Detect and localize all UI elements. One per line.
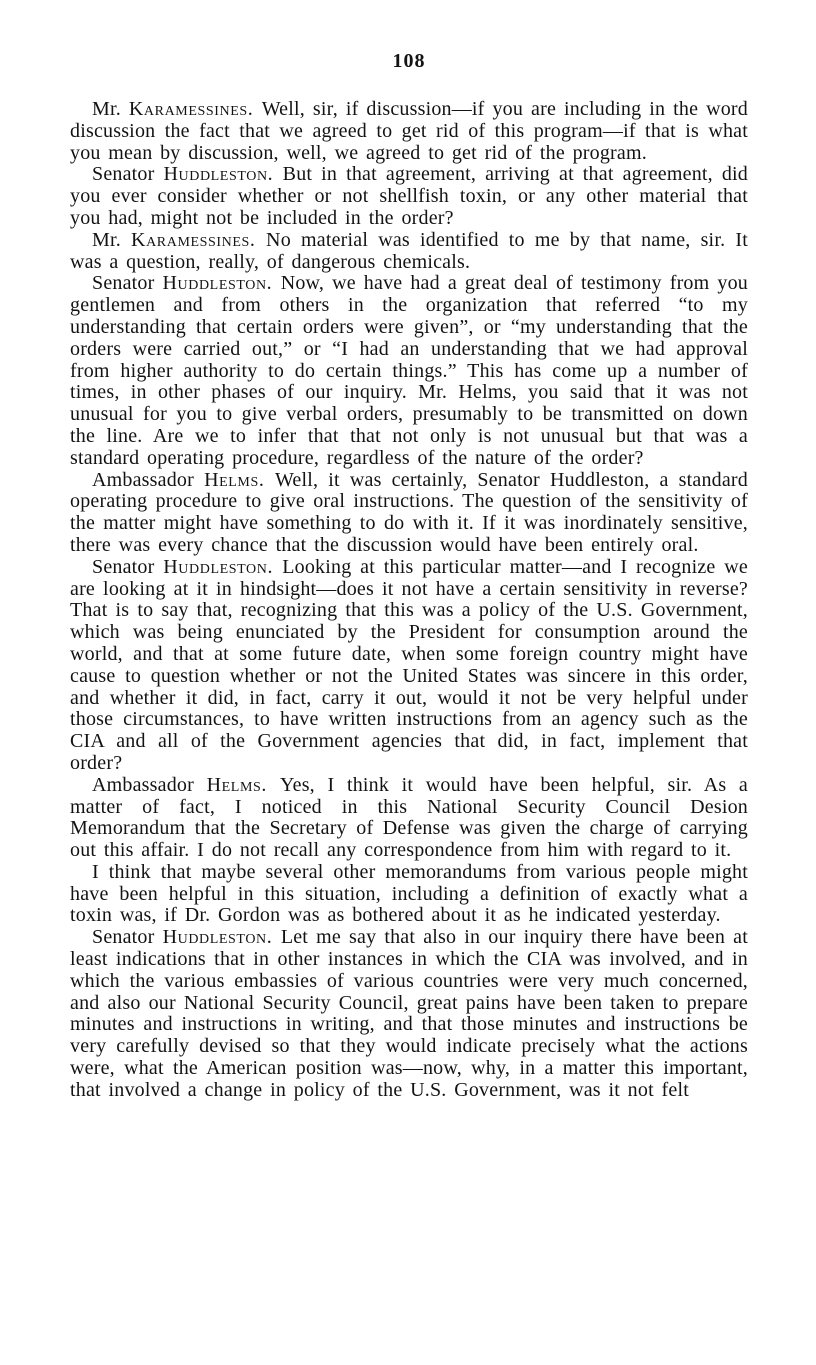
speaker-name: Helms. (206, 773, 280, 796)
paragraph-text: Well, it was certainly, Senator Huddleston, a standard operating procedure to give oral instructions. The question of the sensitivity of the matter might have something to do with it. If it was inordinately sensitive, there was every chance that the discussion would have been entirely oral. (70, 468, 748, 556)
speaker-prefix: Ambassador (92, 468, 205, 491)
page-number: 108 (392, 50, 426, 72)
speaker-name: Karamessines. (131, 228, 267, 251)
paragraph-text: No material was identified to me by that name, sir. It was a question, really, of dangerous chemicals. (70, 228, 748, 273)
paragraph-text: Yes, I think it would have been helpful, sir. As a matter of fact, I noticed in this National Security Council Desion Memorandum that the Secretary of Defense was given the charge of carrying out this affair. I do not recall any correspondence from him with regard to it. (70, 773, 749, 862)
transcript-paragraph (70, 862, 748, 927)
transcript-paragraph (70, 164, 748, 229)
speaker-prefix: Ambassador (92, 773, 207, 796)
speaker-prefix: Senator (92, 272, 163, 295)
speaker-prefix: Mr. (92, 98, 129, 120)
speaker-prefix: Senator (92, 163, 164, 186)
speaker-prefix: Mr. (92, 228, 132, 251)
transcript-paragraph (70, 470, 748, 557)
speaker-name: Huddleston. (163, 163, 283, 186)
speaker-name: Helms. (204, 468, 275, 491)
transcript-paragraph (70, 230, 748, 274)
speaker-name: Karamessines. (128, 98, 262, 120)
paragraph-text: Looking at this particular matter—and I recognize we are looking at it in hindsight—does it not have a certain sensitivity in reverse? That is to say that, recognizing that this was a policy of the U.S. Government, which was being enunciated by the President for consumption around the world, and that at some future date, when some foreign country might have cause to question whether or not the United States was sincere in this order, and whether it did, in fact, carry it out, would it not be very helpful under those circumstances, to have written instructions from an agency such as the CIA and all of the Government agencies that did, in fact, implement that order? (70, 555, 748, 774)
paragraph-text: I think that maybe several other memorandums from various people might have been helpful in this situation, including a definition of exactly what a toxin was, if Dr. Gordon was as bothered about it as he indicated yesterday. (70, 860, 748, 927)
transcript-body (70, 99, 748, 1102)
transcript-paragraph (70, 557, 748, 775)
paragraph-text: Well, sir, if discussion—if you are including in the word discussion the fact that we agreed to get rid of this program—if that is what you mean by discussion, well, we agreed to get rid of the program. (70, 98, 748, 164)
speaker-name: Huddleston. (163, 555, 283, 578)
transcript-paragraph (70, 99, 748, 164)
speaker-prefix: Senator (92, 555, 164, 578)
paragraph-text: Now, we have had a great deal of testimony from you gentlemen and from others in the organization that referred “to my understanding that certain orders were given”, or “my understanding that the orders were carried out,” or “I had an understanding that we had approval from higher authority to do certain things.” This has come up a number of times, in other phases of our inquiry. Mr. Helms, you said that it was not unusual for you to give verbal orders, presumably to be transmitted on down the line. Are we to infer that that not only is not unusual but that was a standard operating procedure, regardless of the nature of the order? (70, 272, 748, 469)
speaker-name: Huddleston. (162, 272, 281, 295)
transcript-paragraph (70, 927, 748, 1101)
paragraph-text: But in that agreement, arriving at that agreement, did you ever consider whether or not shellfish toxin, or any other material that you had, might not be included in the order? (70, 163, 748, 229)
speaker-prefix: Senator (92, 926, 163, 949)
transcript-paragraph (70, 775, 748, 862)
transcript-paragraph (70, 273, 748, 469)
paragraph-text: Let me say that also in our inquiry there have been at least indications that in other instances in which the CIA was involved, and in which the various embassies of various countries were very much concerned, and also our National Security Council, great pains have been taken to prepare minutes and instructions in writing, and that those minutes and instructions be very carefully devised so that they would indicate precisely what the actions were, what the American position was—now, why, in a matter this important, that involved a change in policy of the U.S. Government, was it not felt (70, 926, 748, 1101)
speaker-name: Huddleston. (162, 926, 281, 949)
